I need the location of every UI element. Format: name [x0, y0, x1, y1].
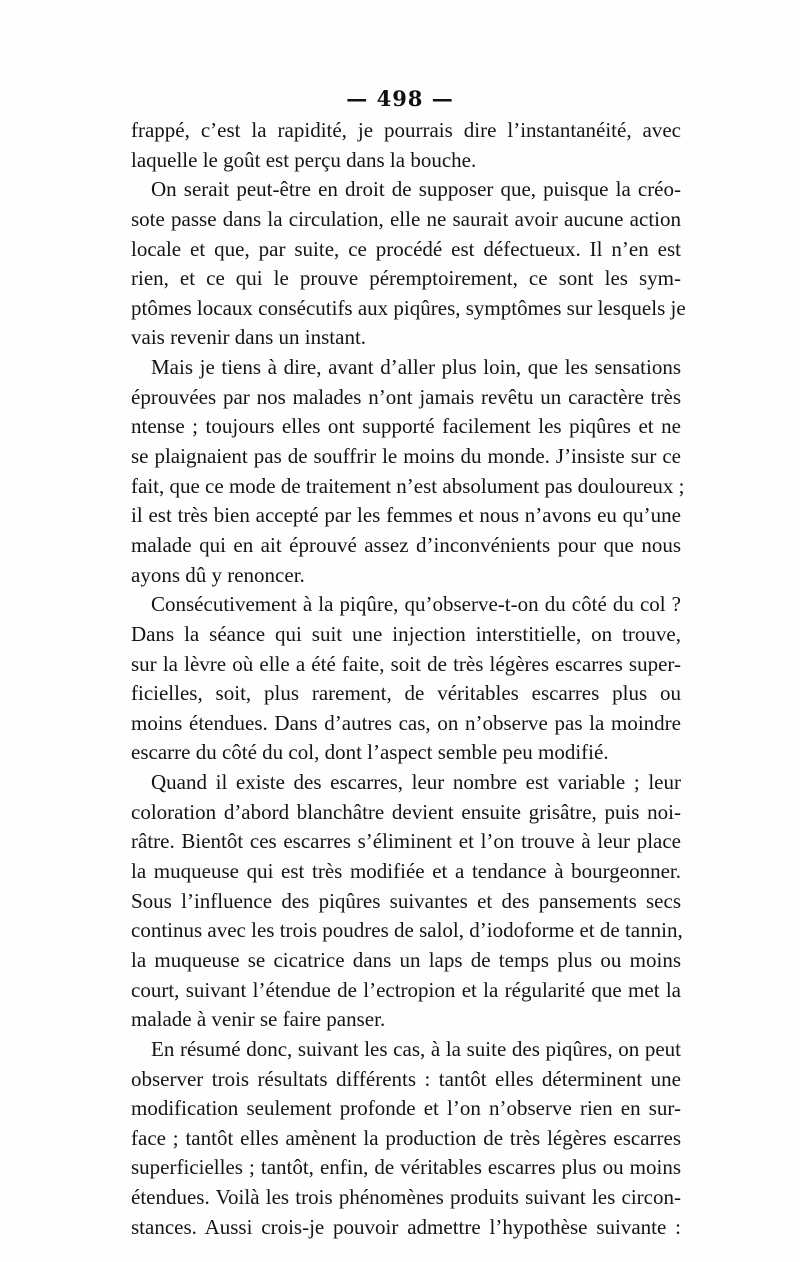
text-line: modification seulement profonde et l’on n’observe rien en sur-: [131, 1096, 681, 1121]
text-line: laquelle le goût est perçu dans la bouche.: [131, 147, 477, 172]
text-line: locale et que, par suite, ce procédé est défectueux. Il n’en est: [131, 236, 681, 261]
text-line: ficielles, soit, plus rarement, de véritables escarres plus ou: [131, 681, 681, 706]
text-line: Dans la séance qui suit une injection interstitielle, on trouve,: [131, 621, 681, 646]
text-line: Mais je tiens à dire, avant d’aller plus loin, que les sensations: [151, 355, 681, 380]
text-line: En résumé donc, suivant les cas, à la suite des piqûres, on peut: [151, 1036, 681, 1061]
text-line: ayons dû y renoncer.: [131, 562, 305, 587]
text-line: la muqueuse se cicatrice dans un laps de temps plus ou moins: [131, 947, 681, 972]
text-line: râtre. Bientôt ces escarres s’éliminent et l’on trouve à leur place: [131, 829, 681, 854]
text-line: ntense ; toujours elles ont supporté facilement les piqûres et ne: [131, 414, 681, 439]
paragraph: [131, 116, 681, 175]
text-line: vais revenir dans un instant.: [131, 325, 367, 350]
text-line: frappé, c’est la rapidité, je pourrais dire l’instantanéité, avec: [131, 118, 681, 142]
text-line: ptômes locaux consécutifs aux piqûres, symptômes sur lesquels je: [131, 295, 686, 320]
text-line: se plaignaient pas de souffrir le moins du monde. J’insiste sur ce: [131, 444, 681, 469]
text-line: rien, et ce qui le prouve péremptoirement, ce sont les sym-: [131, 266, 681, 291]
paragraph: [131, 1035, 681, 1242]
text-line: Quand il existe des escarres, leur nombre est variable ; leur: [151, 770, 681, 795]
text-line: observer trois résultats différents : tantôt elles déterminent une: [131, 1066, 681, 1091]
paragraph: [131, 590, 681, 768]
text-line: continus avec les trois poudres de salol, d’iodoforme et de tannin,: [131, 918, 683, 943]
text-line: sur la lèvre où elle a été faite, soit de très légères escarres super-: [131, 651, 681, 676]
text-line: malade à venir se faire panser.: [131, 1007, 386, 1032]
text-line: éprouvées par nos malades n’ont jamais revêtu un caractère très: [131, 384, 681, 409]
text-line: moins étendues. Dans d’autres cas, on n’observe pas la moindre: [131, 710, 681, 735]
paragraph: [131, 175, 686, 353]
paragraph: [131, 353, 685, 590]
text-line: Sous l’influence des piqûres suivantes et des pansements secs: [131, 888, 681, 913]
text-line: On serait peut-être en droit de supposer que, puisque la créo-: [151, 177, 681, 202]
paragraph: [131, 768, 681, 1035]
text-line: stances. Aussi crois-je pouvoir admettre l’hypothèse suivante :: [131, 1214, 681, 1239]
text-line: escarre du côté du col, dont l’aspect semble peu modifié.: [131, 740, 609, 765]
text-line: malade qui en ait éprouvé assez d’inconvénients pour que nous: [131, 532, 681, 557]
page-number: — 498 —: [346, 86, 454, 111]
text-line: il est très bien accepté par les femmes et nous n’avons eu qu’une: [131, 503, 681, 528]
text-line: Consécutivement à la piqûre, qu’observe-t-on du côté du col ?: [151, 592, 681, 617]
text-line: étendues. Voilà les trois phénomènes produits suivant les circon-: [131, 1185, 681, 1210]
text-line: la muqueuse qui est très modifiée et a tendance à bourgeonner.: [131, 859, 681, 884]
text-line: fait, que ce mode de traitement n’est absolument pas douloureux ;: [131, 473, 685, 498]
text-line: sote passe dans la circulation, elle ne saurait avoir aucune action: [131, 206, 681, 231]
body-text: [131, 116, 686, 1242]
text-line: court, suivant l’étendue de l’ectropion et la régularité que met la: [131, 977, 681, 1002]
text-line: coloration d’abord blanchâtre devient ensuite grisâtre, puis noi-: [131, 799, 681, 824]
text-line: superficielles ; tantôt, enfin, de véritables escarres plus ou moins: [131, 1155, 681, 1180]
text-line: face ; tantôt elles amènent la production de très légères escarres: [131, 1125, 681, 1150]
